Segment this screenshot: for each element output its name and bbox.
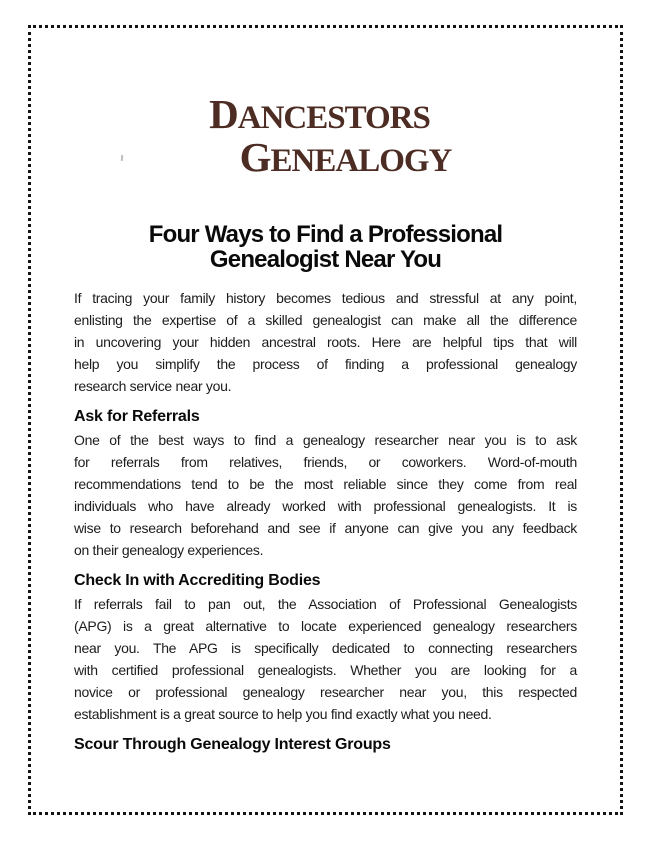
logo-line-dancestors: DANCESTORS — [209, 91, 430, 137]
section-paragraph-accrediting — [74, 593, 577, 725]
section-heading-ask-for-referrals: Ask for Referrals — [74, 408, 200, 425]
paragraph-line: (APG) is a great alternative to locate experienced genealogy researchers — [74, 618, 577, 634]
logo-line-genealogy: GENEALOGY — [239, 134, 452, 180]
paragraph-line: for referrals from relatives, friends, or coworkers. Word-of-mouth — [74, 454, 577, 470]
section-heading-accrediting-bodies: Check In with Accrediting Bodies — [74, 572, 321, 589]
section-paragraph-referrals — [74, 429, 577, 561]
paragraph-line: near you. The APG is specifically dedicated to connecting researchers — [74, 640, 577, 656]
intro-line: in uncovering your hidden ancestral roots. Here are helpful tips that will — [74, 334, 577, 350]
logo — [74, 91, 577, 180]
paragraph-line: novice or professional genealogy researcher near you, this respected — [74, 684, 577, 700]
article-title-line2: Genealogist Near You — [209, 246, 442, 273]
article-title — [74, 222, 577, 272]
paragraph-line: recommendations tend to be the most reliable since they come from real — [74, 476, 577, 492]
intro-paragraph — [74, 287, 577, 397]
paragraph-line: wise to research beforehand and see if anyone can give you any feedback — [74, 520, 577, 536]
section-heading-interest-groups: Scour Through Genealogy Interest Groups — [74, 736, 391, 753]
intro-line: research service near you. — [74, 378, 232, 394]
paragraph-line: establishment is a great source to help you find exactly what you need. — [74, 706, 492, 722]
paragraph-line: If referrals fail to pan out, the Association of Professional Genealogists — [74, 596, 577, 612]
intro-line: help you simplify the process of finding a professional genealogy — [74, 356, 577, 372]
paragraph-line: with certified professional genealogists. Whether you are looking for a — [74, 662, 577, 678]
paragraph-line: on their genealogy experiences. — [74, 542, 264, 558]
intro-line: If tracing your family history becomes tedious and stressful at any point, — [74, 290, 577, 306]
dotted-page-border — [28, 25, 623, 815]
paragraph-line: individuals who have already worked with professional genealogists. It is — [74, 498, 577, 514]
paragraph-line: One of the best ways to find a genealogy researcher near you is to ask — [74, 432, 577, 448]
article-title-line1: Four Ways to Find a Professional — [148, 221, 503, 248]
intro-line: enlisting the expertise of a skilled genealogist can make all the difference — [74, 312, 577, 328]
